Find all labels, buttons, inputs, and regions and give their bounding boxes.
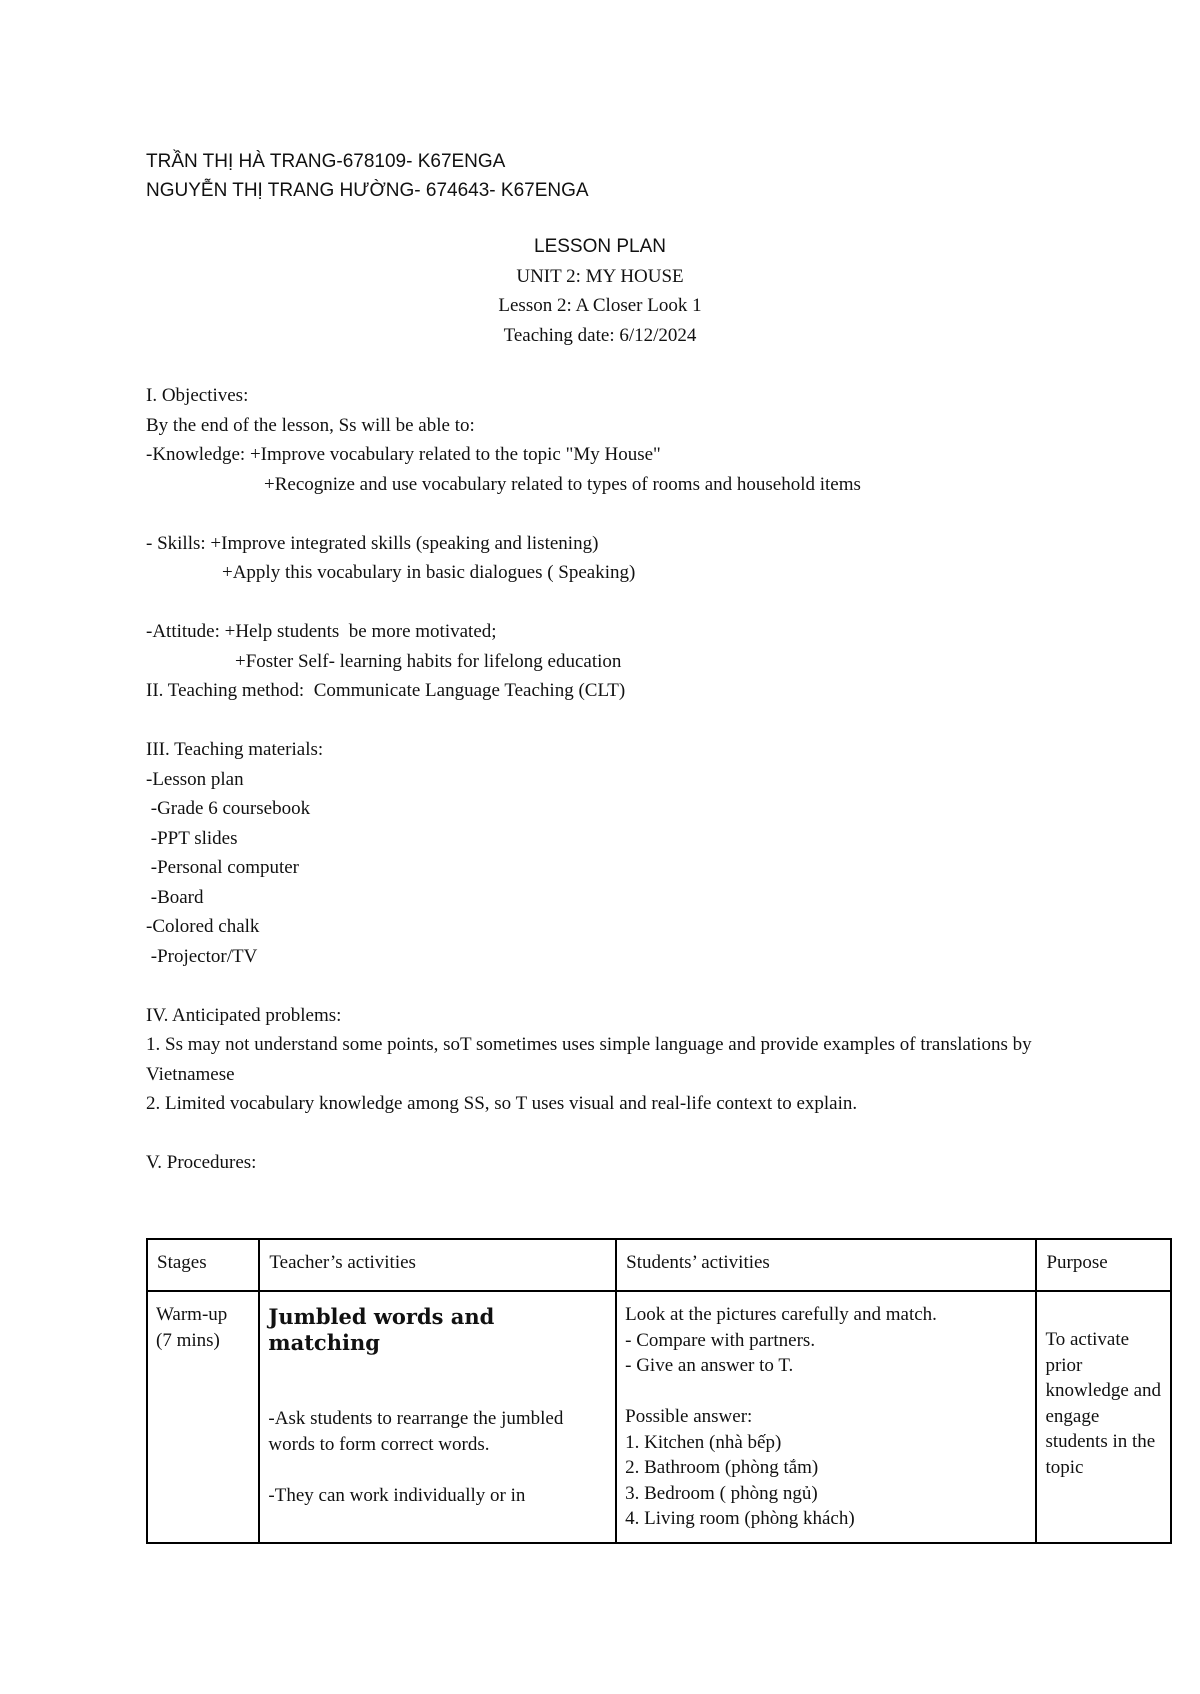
stage-cell <box>147 1291 259 1543</box>
activity-title: Jumbled words and matching <box>268 1304 495 1355</box>
procedures-table <box>146 1238 1172 1544</box>
material-item: -Personal computer <box>146 857 300 878</box>
skills-line: +Apply this vocabulary in basic dialogues ( Speaking) <box>222 562 636 583</box>
answer-item: 1. Kitchen (nhà bếp) <box>625 1431 782 1453</box>
teacher-step: -Ask students to rearrange the jumbled words to form correct words. <box>268 1408 564 1455</box>
blank-line <box>268 1457 607 1483</box>
blank-line <box>146 499 1076 529</box>
student-activities-cell <box>616 1291 1036 1543</box>
answers-heading: Possible answer: <box>625 1406 753 1427</box>
blank-line <box>268 1355 607 1381</box>
author-line: NGUYỄN THỊ TRANG HƯỜNG- 674643- K67ENGA <box>146 180 589 201</box>
table-row <box>147 1291 1171 1543</box>
material-item: -Lesson plan <box>146 768 244 790</box>
skills-line: - Skills: +Improve integrated skills (speaking and listening) <box>146 532 599 554</box>
problem-item: 2. Limited vocabulary knowledge among SS, so T uses visual and real-life context to explain. <box>146 1093 858 1114</box>
author-line: TRẦN THỊ HÀ TRANG-678109- K67ENGA <box>146 151 506 172</box>
column-header: Purpose <box>1036 1239 1171 1291</box>
student-step: - Give an answer to T. <box>625 1355 794 1376</box>
purpose-cell <box>1036 1291 1171 1543</box>
attitude-line: +Foster Self- learning habits for lifelong education <box>235 650 622 672</box>
material-item: -Board <box>146 886 204 908</box>
lesson-title: Lesson 2: A Closer Look 1 <box>498 295 702 316</box>
lesson-body <box>146 381 1076 1178</box>
blank-line <box>146 971 1076 1001</box>
blank-line <box>268 1381 607 1407</box>
blank-line <box>146 706 1076 736</box>
problem-item: 1. Ss may not understand some points, soT sometimes uses simple language and provide examples of translations by Vietnamese <box>146 1034 1032 1085</box>
knowledge-line: -Knowledge: +Improve vocabulary related to the topic "My House" <box>146 444 661 465</box>
table-header-row <box>147 1239 1171 1291</box>
stage-name: Warm-up <box>156 1304 228 1325</box>
blank-line <box>146 1119 1076 1149</box>
material-item: -Grade 6 coursebook <box>146 798 311 819</box>
material-item: -PPT slides <box>146 827 238 849</box>
student-step: - Compare with partners. <box>625 1329 816 1351</box>
blank-line <box>146 588 1076 618</box>
teaching-method: II. Teaching method: Communicate Language Teaching (CLT) <box>146 680 626 701</box>
procedures-heading: V. Procedures: <box>146 1152 257 1173</box>
attitude-line: -Attitude: +Help students be more motivated; <box>146 621 497 642</box>
column-header: Students’ activities <box>616 1239 1036 1291</box>
objectives-heading: I. Objectives: <box>146 385 249 406</box>
objectives-intro: By the end of the lesson, Ss will be able to: <box>146 414 475 436</box>
stage-duration: (7 mins) <box>156 1329 220 1351</box>
problems-heading: IV. Anticipated problems: <box>146 1004 342 1026</box>
answer-item: 4. Living room (phòng khách) <box>625 1508 855 1529</box>
lesson-plan-title: LESSON PLAN <box>534 236 666 257</box>
material-item: -Projector/TV <box>146 945 258 967</box>
column-header: Teacher’s activities <box>259 1239 616 1291</box>
purpose-text: To activate prior knowledge and engage students in the topic <box>1045 1329 1162 1478</box>
answer-item: 3. Bedroom ( phòng ngủ) <box>625 1482 818 1504</box>
answer-item: 2. Bathroom (phòng tắm) <box>625 1457 819 1478</box>
teaching-date: Teaching date: 6/12/2024 <box>503 324 697 346</box>
teacher-step: -They can work individually or in <box>268 1484 526 1506</box>
material-item: -Colored chalk <box>146 916 260 937</box>
student-step: Look at the pictures carefully and match. <box>625 1304 937 1325</box>
lesson-header <box>0 232 1200 350</box>
blank-line <box>625 1379 1027 1405</box>
materials-heading: III. Teaching materials: <box>146 739 324 760</box>
knowledge-line: +Recognize and use vocabulary related to types of rooms and household items <box>264 473 861 495</box>
teacher-activities-cell <box>259 1291 616 1543</box>
author-block <box>146 147 589 205</box>
column-header: Stages <box>147 1239 259 1291</box>
unit-title: UNIT 2: MY HOUSE <box>516 265 684 287</box>
